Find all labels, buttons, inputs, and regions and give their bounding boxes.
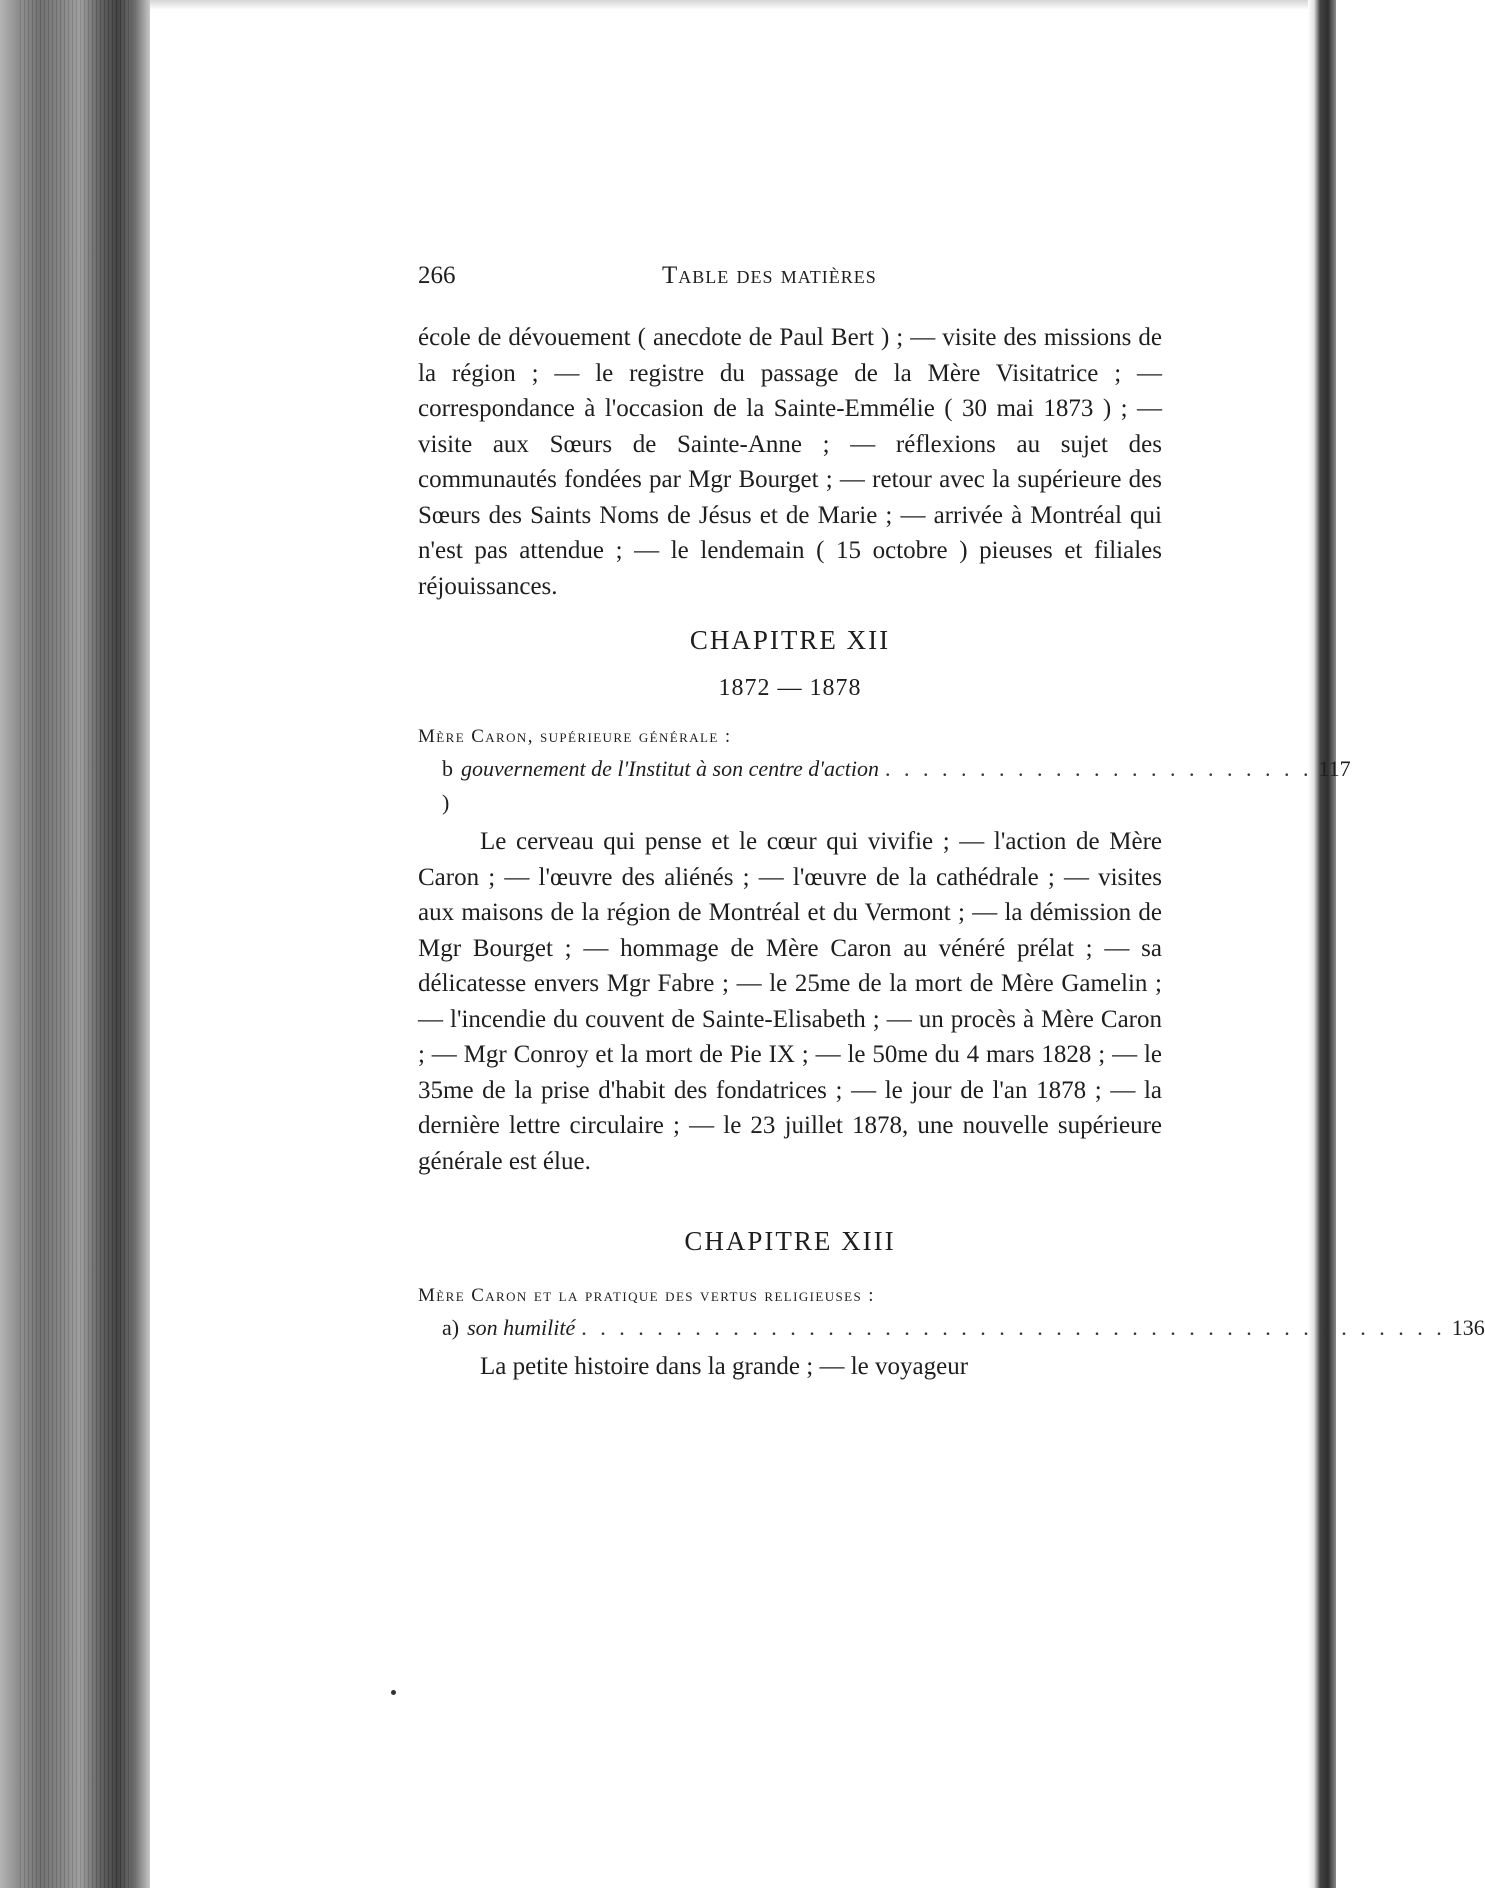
toc-entry-chapter-12: [418, 752, 1351, 820]
chapter-13-section-title: Mère Caron et la pratique des vertus religieuses :: [418, 1285, 875, 1306]
toc-entry-marker: a): [442, 1315, 460, 1340]
page-top-shadow: [150, 0, 1336, 10]
chapter-12-section-title: Mère Caron, supérieure générale :: [418, 726, 732, 747]
toc-entry-page: 136: [1451, 1315, 1485, 1340]
toc-leader-dots: . . . . . . . . . . . . . . . . . . . . . . .: [884, 756, 1313, 781]
intro-paragraph: école de dévouement ( anecdote de Paul Bert ) ; — visite des missions de la région ; — le registre du passage de la Mère Visitatrice ; — correspondance à l'occasion de la Sainte-Emmélie ( 30 mai 1873 ) ; — visite aux Sœurs de Sainte-Anne ; — réflexions au sujet des communautés fondées par Mgr Bourget ; — retour avec la supérieure des Sœurs des Saints Noms de Jésus et de Marie ; — arrivée à Montréal qui n'est pas attendue ; — le lendemain ( 15 octobre ) pieuses et filiales réjouissances.: [418, 324, 1162, 600]
chapter-13-summary: La petite histoire dans la grande ; — le voyageur: [480, 1353, 969, 1380]
toc-entry-chapter-13: [418, 1311, 1485, 1345]
page-content: [418, 258, 1485, 1385]
chapter-12-summary: Le cerveau qui pense et le cœur qui vivifie ; — l'action de Mère Caron ; — l'œuvre des aliénés ; — l'œuvre de la cathédrale ; — visites aux maisons de la région de Montréal et du Vermont ; — la démission de Mgr Bourget ; — hommage de Mère Caron au vénéré prélat ; — sa délicatesse envers Mgr Fabre ; — le 25me de la mort de Mère Gamelin ; — l'incendie du couvent de Sainte-Elisabeth ; — un procès à Mère Caron ; — Mgr Conroy et la mort de Pie IX ; — le 50me du 4 mars 1828 ; — le 35me de la prise d'habit des fondatrices ; — le jour de l'an 1878 ; — la dernière lettre circulaire ; — le 23 juillet 1878, une nouvelle supérieure générale est élue.: [418, 828, 1162, 1175]
toc-entry-text: son humilité: [467, 1315, 576, 1340]
running-title: Table des matières: [662, 262, 877, 289]
chapter-12-years: 1872 — 1878: [718, 675, 862, 701]
page-stack-lines: [20, 0, 130, 1888]
toc-entry-page: 117: [1318, 756, 1351, 781]
page-number: 266: [418, 262, 456, 289]
toc-entry-marker: b ): [442, 756, 453, 815]
running-header: [418, 258, 1162, 298]
chapter-13-heading: CHAPITRE XIII: [684, 1226, 896, 1256]
toc-entry-text: gouvernement de l'Institut à son centre d'action: [461, 756, 879, 781]
page-right-edge: [1308, 0, 1336, 1888]
paper-speck: [391, 1690, 396, 1695]
toc-leader-dots: . . . . . . . . . . . . . . . . . . . . . . . . . . . . . . . . . . . . . . . . . . . . . .: [581, 1315, 1446, 1340]
chapter-12-heading: CHAPITRE XII: [689, 625, 891, 655]
